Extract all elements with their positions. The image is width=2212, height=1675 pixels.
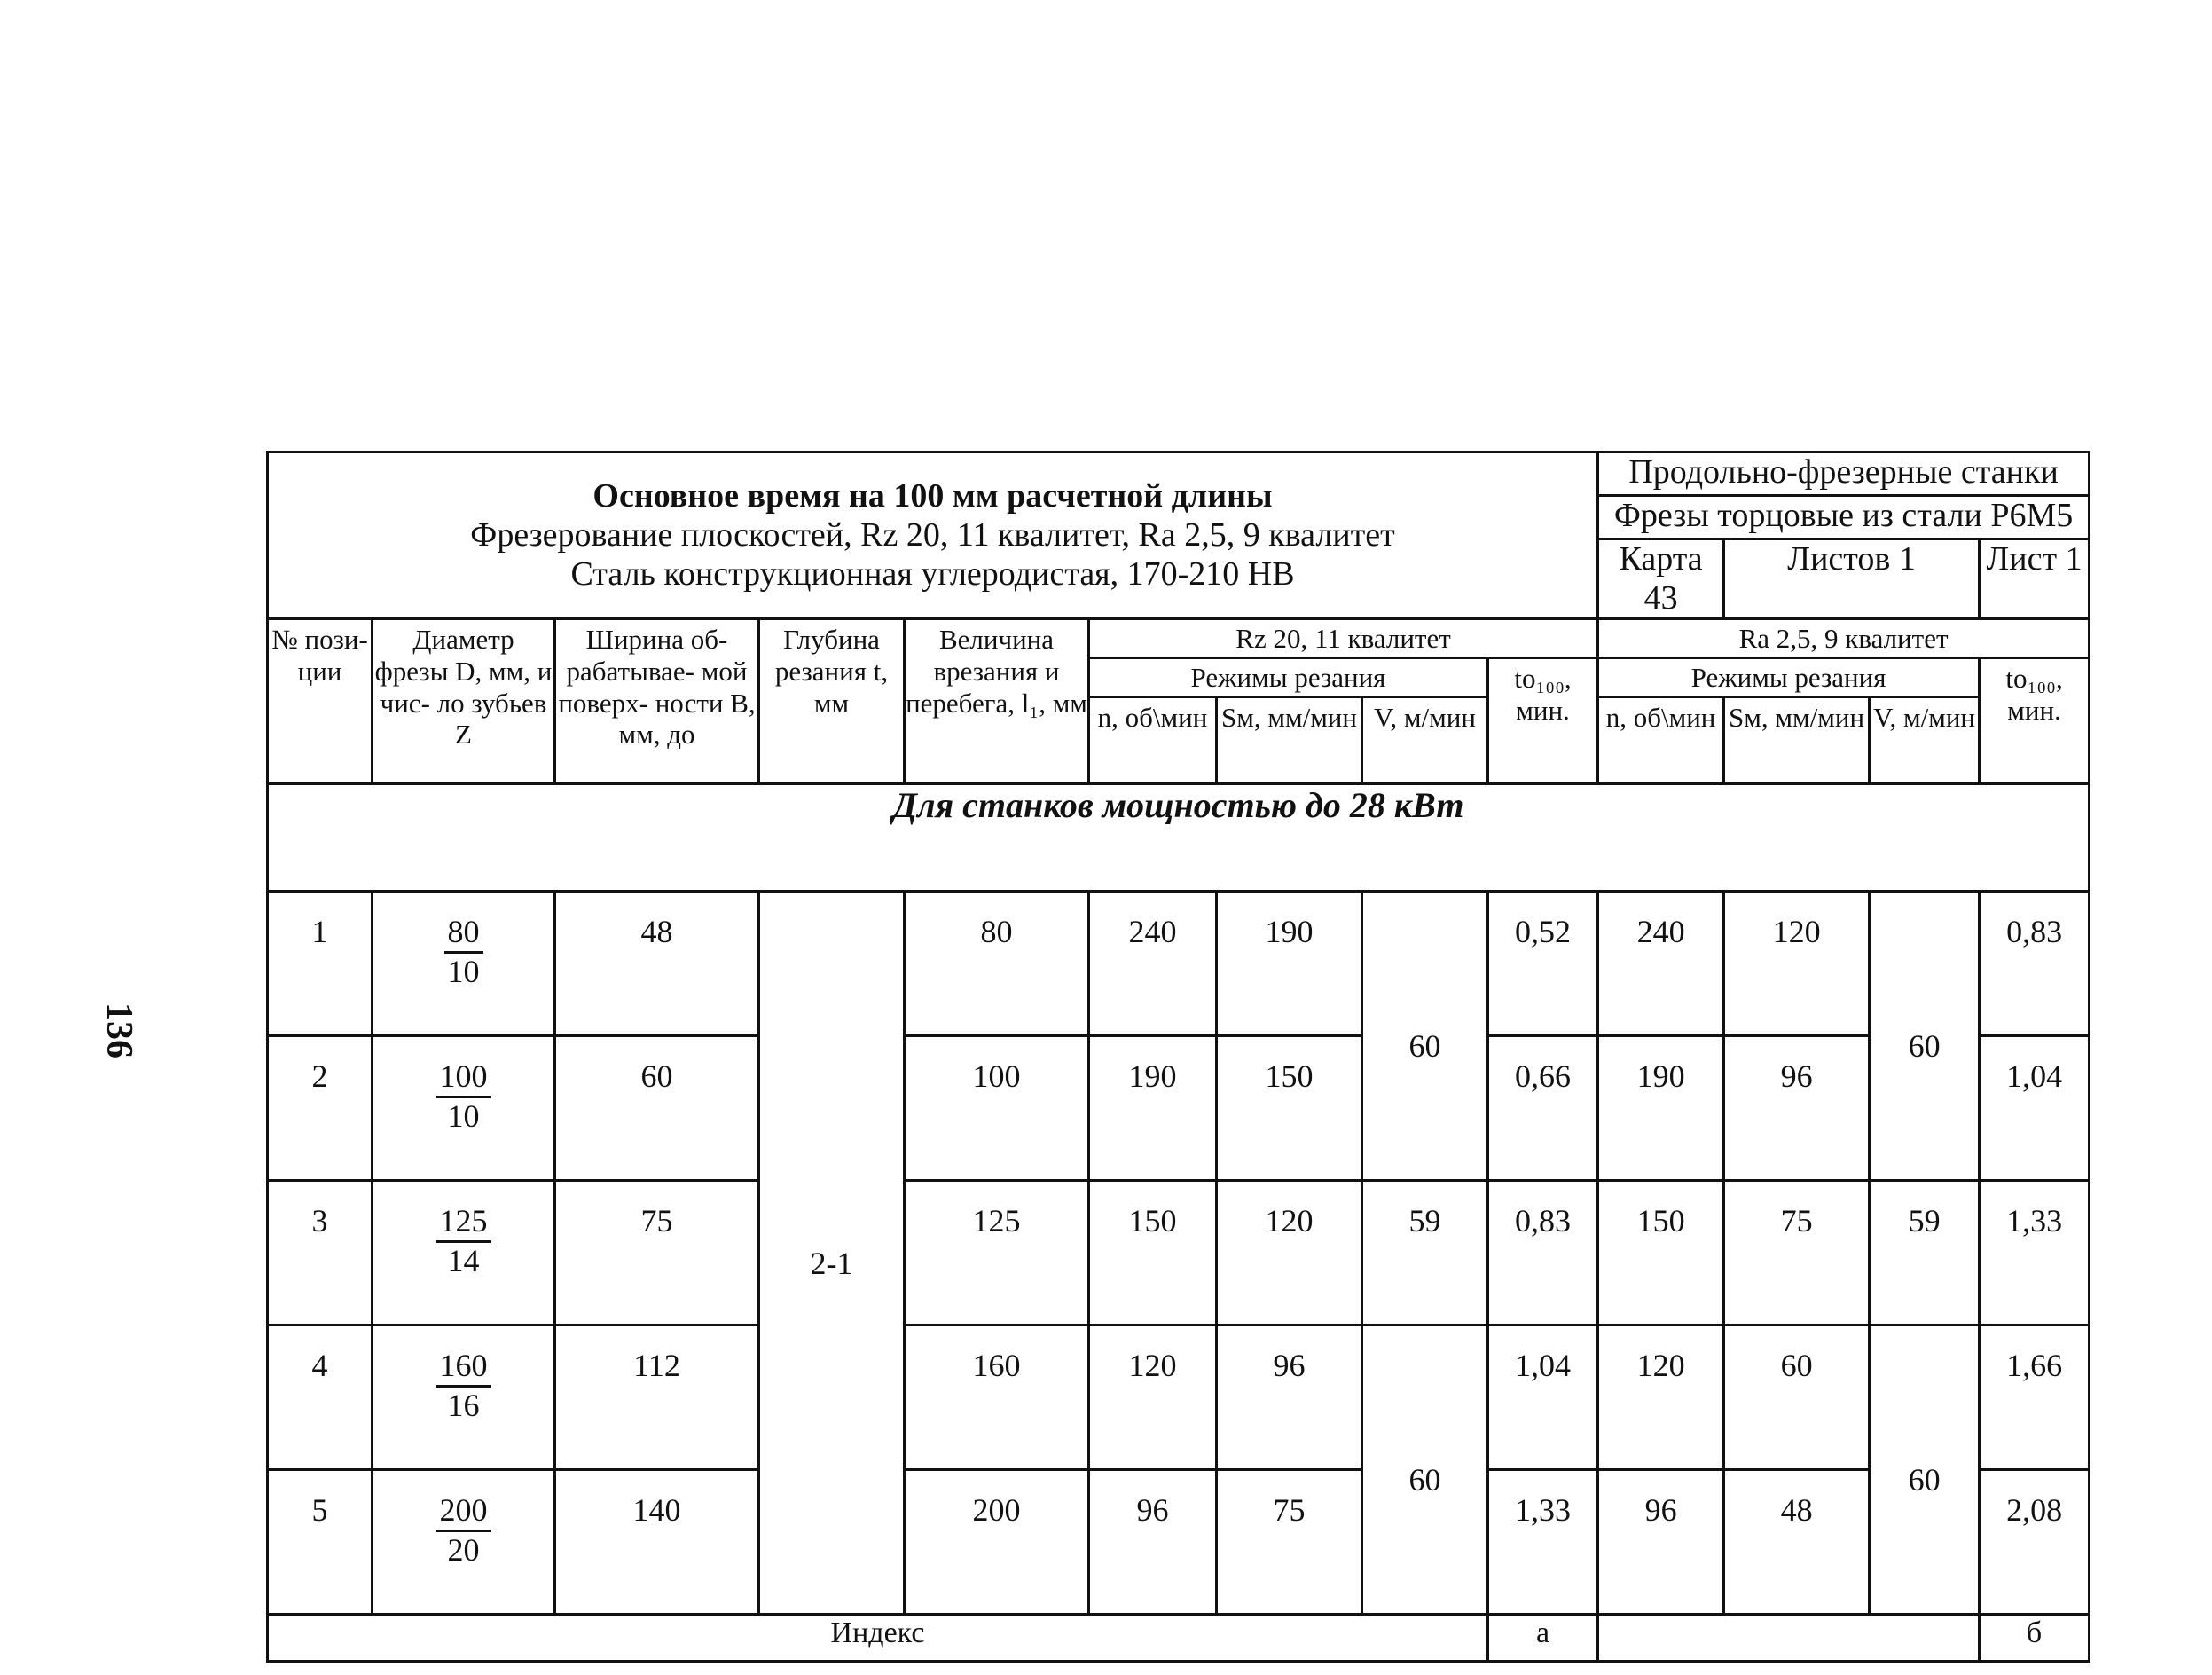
cell-n-b: 150: [1598, 1181, 1724, 1325]
teeth-value: 14: [447, 1242, 480, 1278]
col-time-b: to₁₀₀, мин.: [1980, 658, 2090, 784]
card-subtitle-material: Сталь конструкционная углеродистая, 170-210 НВ: [570, 554, 1295, 593]
cell-time-b: 1,04: [1980, 1036, 2090, 1181]
cell-v-a: 59: [1362, 1181, 1488, 1325]
cell-n-a: 150: [1089, 1181, 1217, 1325]
cell-n-b: 240: [1598, 892, 1724, 1036]
sheet-number: Лист 1: [1980, 539, 2090, 619]
col-width: Ширина об- рабатывае- мой поверх- ности В, мм, до: [555, 619, 759, 784]
cell-overrun: 100: [905, 1036, 1089, 1181]
modes-b: Режимы резания: [1598, 658, 1980, 697]
diameter-value: 200: [436, 1492, 491, 1531]
teeth-value: 20: [447, 1531, 480, 1568]
card-number: Карта 43: [1598, 539, 1724, 619]
cell-s-a: 150: [1217, 1036, 1362, 1181]
cell-width: 48: [555, 892, 759, 1036]
cell-v-b: 60: [1870, 1325, 1980, 1615]
machine-type: Продольно-фрезерные станки: [1598, 452, 2090, 496]
cell-width: 140: [555, 1470, 759, 1615]
cell-s-a: 120: [1217, 1181, 1362, 1325]
col-overrun: Величина врезания и перебега, l₁, мм: [905, 619, 1089, 784]
modes-a: Режимы резания: [1089, 658, 1488, 697]
cell-n-a: 120: [1089, 1325, 1217, 1470]
cell-s-b: 48: [1724, 1470, 1870, 1615]
cell-time-a: 0,66: [1488, 1036, 1598, 1181]
col-s-b: Sм, мм/мин: [1724, 697, 1870, 784]
cell-width: 75: [555, 1181, 759, 1325]
table-row: [268, 1325, 2090, 1470]
cell-pos: 2: [268, 1036, 373, 1181]
cell-time-b: 0,83: [1980, 892, 2090, 1036]
diameter-value: 100: [436, 1058, 491, 1097]
card-title: Основное время на 100 мм расчетной длины: [592, 477, 1273, 515]
cell-n-a: 190: [1089, 1036, 1217, 1181]
cell-diameter: [373, 1036, 555, 1181]
diameter-value: 160: [436, 1348, 491, 1387]
cell-width: 60: [555, 1036, 759, 1181]
diameter-value: 125: [436, 1203, 491, 1242]
page-number: 136: [98, 1003, 139, 1058]
cell-pos: 5: [268, 1470, 373, 1615]
cell-time-b: 1,33: [1980, 1181, 2090, 1325]
group-rz20: Rz 20, 11 квалитет: [1089, 619, 1598, 658]
cell-width: 112: [555, 1325, 759, 1470]
cell-v-b: 60: [1870, 892, 1980, 1181]
cell-time-b: 2,08: [1980, 1470, 2090, 1615]
cell-diameter: [373, 1181, 555, 1325]
cell-pos: 4: [268, 1325, 373, 1470]
teeth-value: 10: [447, 1097, 480, 1134]
cell-time-a: 1,33: [1488, 1470, 1598, 1615]
col-position: № пози- ции: [268, 619, 373, 784]
index-label: Индекс: [268, 1615, 1488, 1662]
cell-overrun: 125: [905, 1181, 1089, 1325]
cell-v-a: 60: [1362, 1325, 1488, 1615]
cell-overrun: 160: [905, 1325, 1089, 1470]
cell-diameter: [373, 1325, 555, 1470]
cell-n-b: 120: [1598, 1325, 1724, 1470]
index-a: а: [1488, 1615, 1598, 1662]
cell-time-a: 0,83: [1488, 1181, 1598, 1325]
cell-pos: 3: [268, 1181, 373, 1325]
col-depth: Глубина резания t, мм: [759, 619, 905, 784]
col-diameter: Диаметр фрезы D, мм, и чис- ло зубьев Z: [373, 619, 555, 784]
tool-type: Фрезы торцовые из стали Р6М5: [1598, 496, 2090, 539]
section-heading: Для станков мощностью до 28 кВт: [268, 784, 2090, 892]
cell-s-a: 75: [1217, 1470, 1362, 1615]
cell-s-b: 75: [1724, 1181, 1870, 1325]
table-row: [268, 1036, 2090, 1181]
cell-overrun: 200: [905, 1470, 1089, 1615]
col-time-a: to₁₀₀, мин.: [1488, 658, 1598, 784]
cell-s-b: 120: [1724, 892, 1870, 1036]
cell-s-a: 190: [1217, 892, 1362, 1036]
cell-s-b: 96: [1724, 1036, 1870, 1181]
cell-time-b: 1,66: [1980, 1325, 2090, 1470]
cell-diameter: [373, 1470, 555, 1615]
table-row: [268, 892, 2090, 1036]
diameter-value: 80: [444, 914, 483, 953]
cell-n-b: 190: [1598, 1036, 1724, 1181]
col-v-b: V, м/мин: [1870, 697, 1980, 784]
cell-time-a: 0,52: [1488, 892, 1598, 1036]
col-v-a: V, м/мин: [1362, 697, 1488, 784]
cell-n-b: 96: [1598, 1470, 1724, 1615]
index-b: б: [1980, 1615, 2090, 1662]
cell-depth: 2-1: [759, 892, 905, 1615]
table-row: [268, 1181, 2090, 1325]
index-empty: [1598, 1615, 1980, 1662]
cell-v-b: 59: [1870, 1181, 1980, 1325]
cell-pos: 1: [268, 892, 373, 1036]
cell-v-a: 60: [1362, 892, 1488, 1181]
cell-s-a: 96: [1217, 1325, 1362, 1470]
group-ra25: Ra 2,5, 9 квалитет: [1598, 619, 2090, 658]
col-s-a: Sм, мм/мин: [1217, 697, 1362, 784]
cell-s-b: 60: [1724, 1325, 1870, 1470]
card-subtitle-operation: Фрезерование плоскостей, Rz 20, 11 квалитет, Ra 2,5, 9 квалитет: [470, 515, 1395, 554]
cell-n-a: 96: [1089, 1470, 1217, 1615]
cell-diameter: [373, 892, 555, 1036]
cell-n-a: 240: [1089, 892, 1217, 1036]
table-row: [268, 1470, 2090, 1615]
cell-overrun: 80: [905, 892, 1089, 1036]
norm-card-table: [266, 451, 2090, 1663]
cell-time-a: 1,04: [1488, 1325, 1598, 1470]
teeth-value: 16: [447, 1387, 480, 1423]
card-title-block: [268, 452, 1598, 619]
sheets-total: Листов 1: [1724, 539, 1980, 619]
col-n-a: n, об\мин: [1089, 697, 1217, 784]
teeth-value: 10: [447, 953, 480, 989]
col-n-b: n, об\мин: [1598, 697, 1724, 784]
